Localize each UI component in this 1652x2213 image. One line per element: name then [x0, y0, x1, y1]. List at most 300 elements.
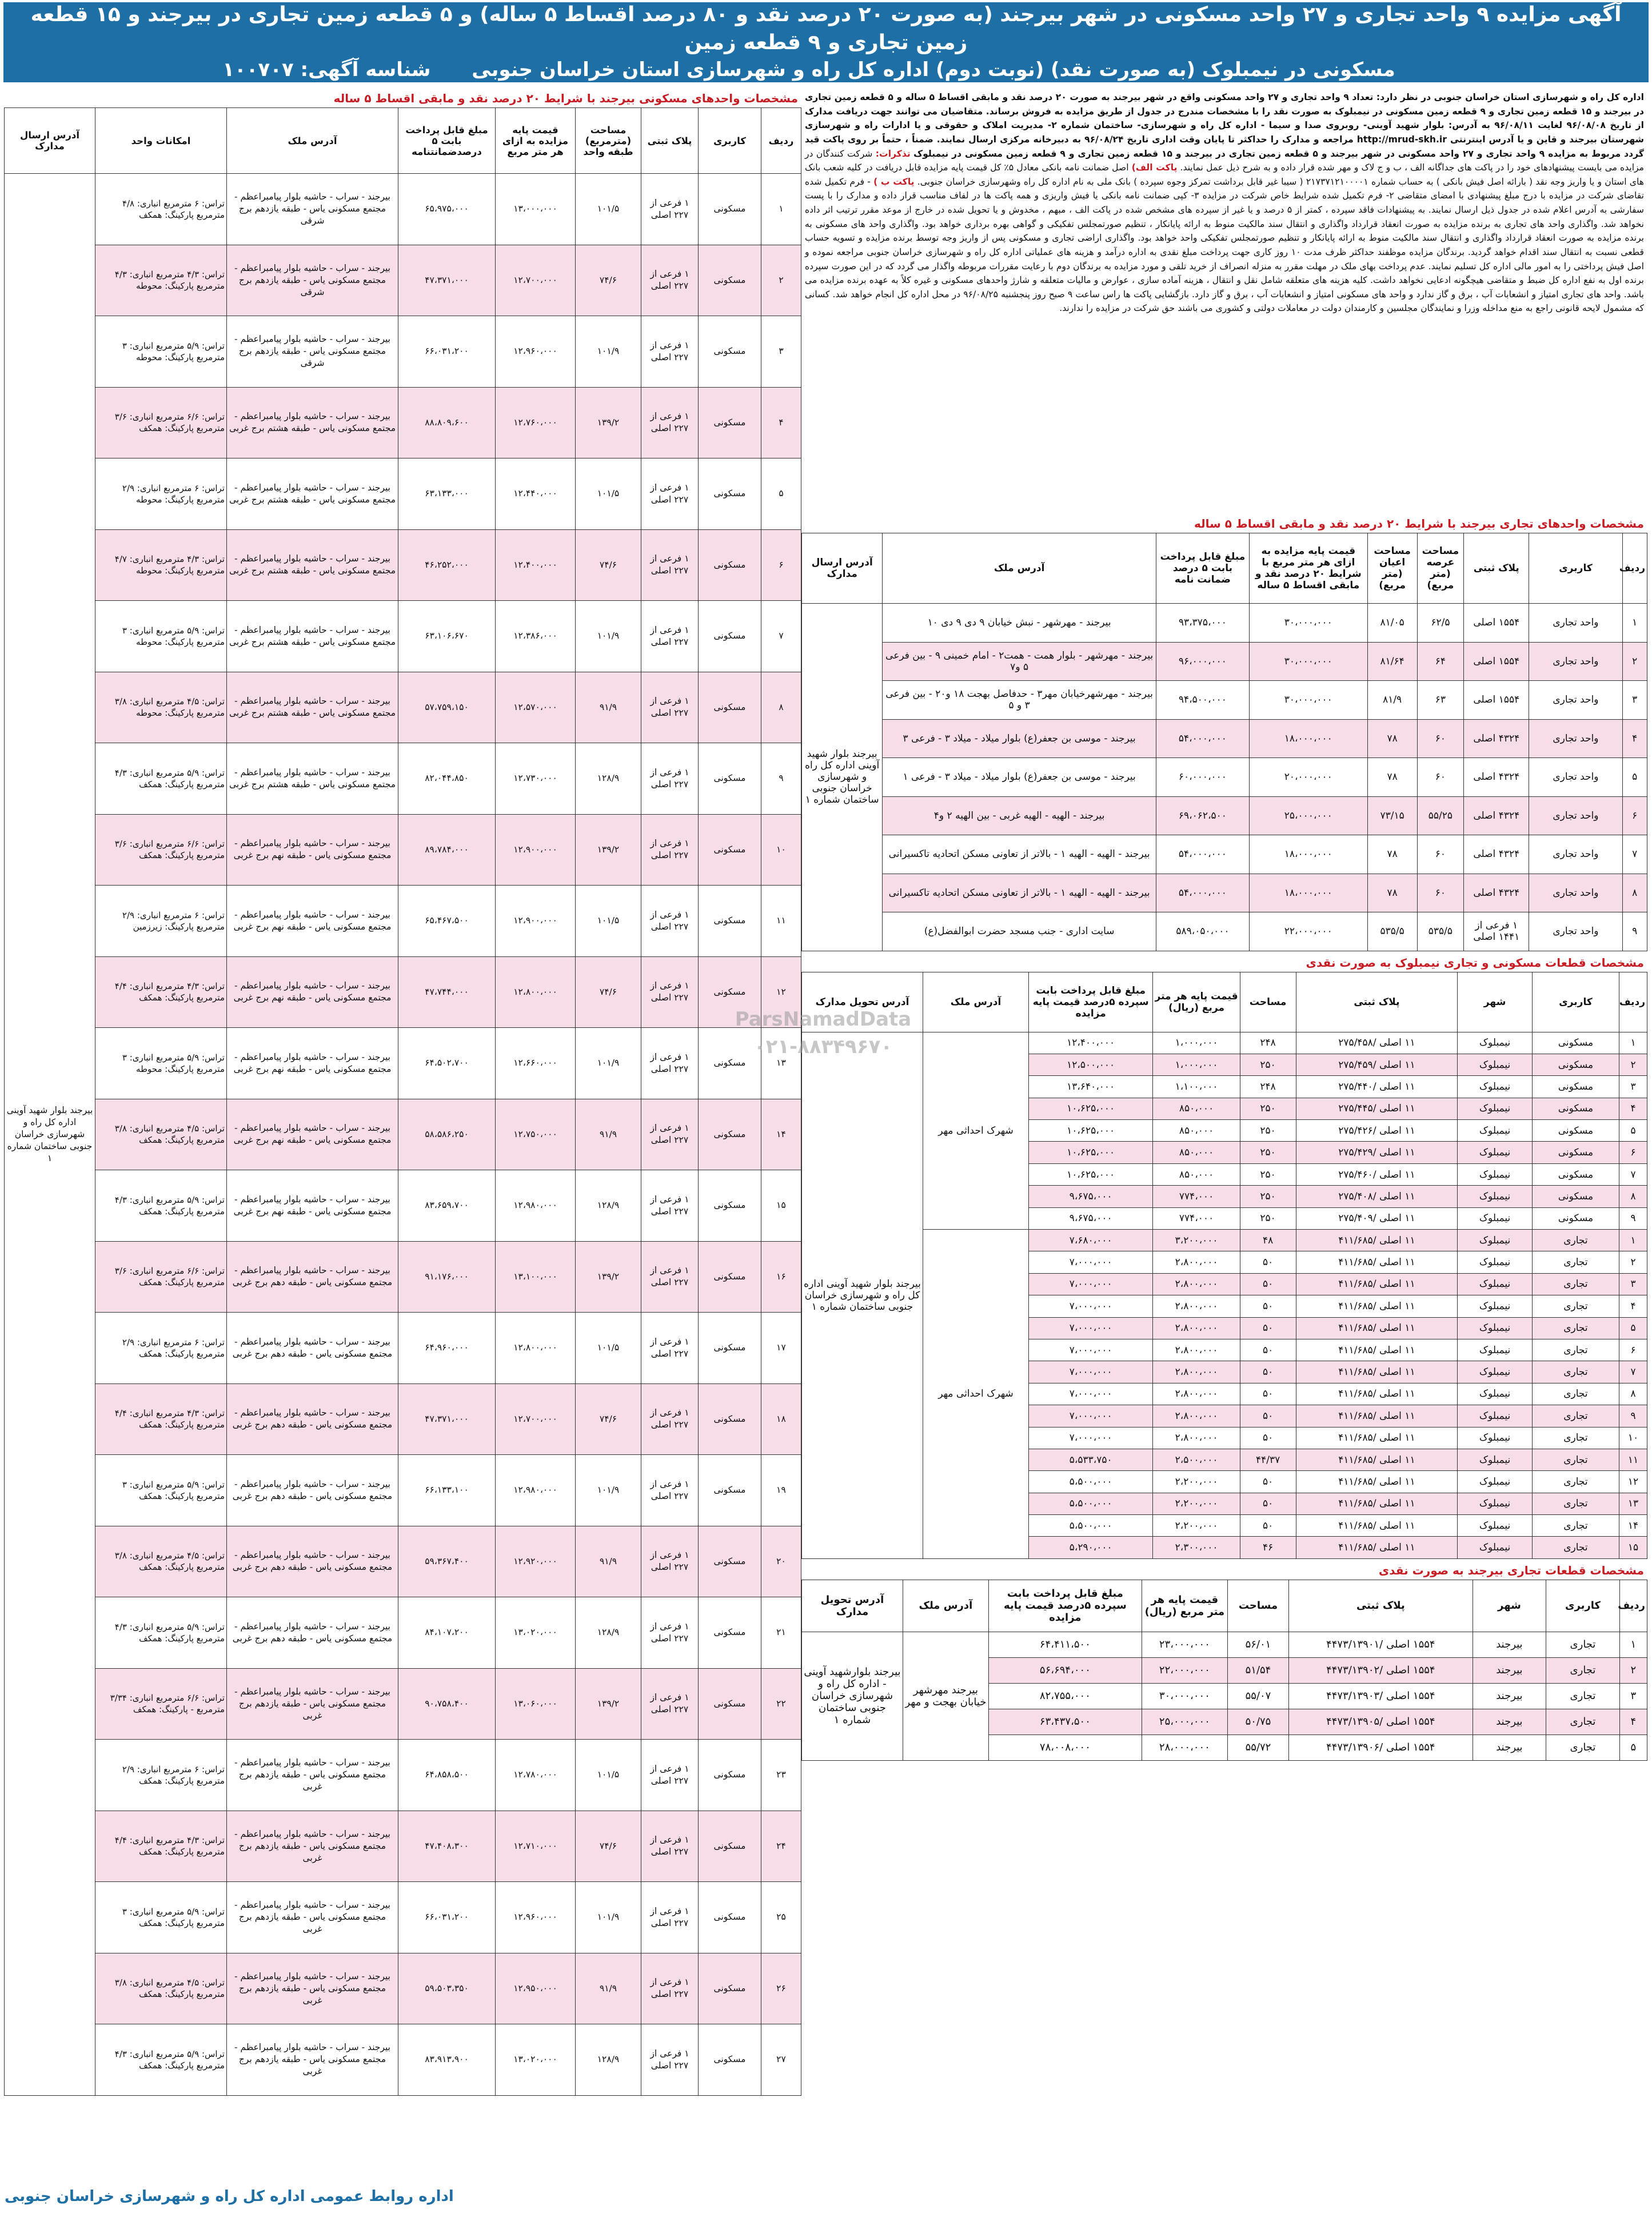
table-cell: بیرجند — [1473, 1657, 1546, 1683]
table-row — [5, 2024, 801, 2096]
table-row — [5, 1597, 801, 1669]
table-cell: ۱ فرعی از ۲۲۷ اصلی — [641, 672, 699, 743]
table-row — [802, 681, 1647, 720]
table-cell: ۱۰۱/۵ — [576, 1740, 641, 1811]
table-cell: ۲۸،۰۰۰،۰۰۰ — [1142, 1734, 1227, 1760]
table-cell: بیرجند - موسی بن جعفر(ع) بلوار میلاد - میلاد ۳ - فرعی ۳ — [883, 719, 1156, 758]
table-cell: نیمبلوک — [1458, 1427, 1533, 1449]
table-cell: ۱۳،۰۲۰،۰۰۰ — [496, 1597, 576, 1669]
table-cell: بیرجند - سراب - حاشیه بلوار پیامبراعظم - مجتمع مسکونی یاس - طبقه دهم برج غربی — [227, 1526, 398, 1597]
table-cell: ۱۳۹/۲ — [576, 1241, 641, 1313]
table-cell: مسکونی — [699, 956, 761, 1028]
table-cell: ۱ — [1619, 1230, 1647, 1251]
table-cell: بیرجند — [1473, 1709, 1546, 1734]
table-cell: ۲،۸۰۰،۰۰۰ — [1153, 1427, 1240, 1449]
table-cell: ۲،۳۰۰،۰۰۰ — [1153, 1537, 1240, 1558]
table-cell: بیرجند - سراب - حاشیه بلوار پیامبراعظم - مجتمع مسکونی یاس - طبقه نهم برج غربی — [227, 1170, 398, 1242]
table-row — [5, 1953, 801, 2024]
table-cell: ۵۰ — [1240, 1383, 1296, 1405]
table-cell: ۱ فرعی از ۲۲۷ اصلی — [641, 1028, 699, 1099]
table-cell: ۵۰ — [1240, 1273, 1296, 1295]
table-cell: ۱۵۵۴ اصلی /۴۴۷۳/۱۳۹۰۲ — [1289, 1657, 1473, 1683]
column-header: شهر — [1458, 972, 1533, 1032]
table-cell: مسکونی — [1532, 1163, 1619, 1185]
table-cell: ۱۲،۸۰۰،۰۰۰ — [496, 956, 576, 1028]
table-cell: ۱ فرعی از ۲۲۷ اصلی — [641, 814, 699, 886]
table-cell: مسکونی — [699, 1953, 761, 2024]
table-cell: ۶۲/۵ — [1417, 604, 1464, 643]
table-cell: تجاری — [1546, 1657, 1620, 1683]
table-cell: ۱۱ اصلی /۲۷۵/۴۵۹ — [1296, 1054, 1458, 1075]
table-cell: ۲۲ — [761, 1668, 801, 1740]
table-cell: تراس: ۴/۵ مترمربع انباری: ۳/۸ مترمربع پارکینگ: همکف — [95, 1099, 227, 1170]
table-row — [5, 1028, 801, 1099]
table-cell: ۳ — [761, 316, 801, 388]
table-cell: ۲ — [1622, 642, 1647, 681]
table-cell: تراس: ۶ مترمربع انباری: ۲/۹ مترمربع پارکینگ: همکف — [95, 1740, 227, 1811]
table-cell: ۱۲،۷۳۰،۰۰۰ — [496, 743, 576, 815]
table-cell: مسکونی — [699, 458, 761, 530]
table-cell: مسکونی — [699, 1028, 761, 1099]
table-cell: ۱۰۱/۵ — [576, 458, 641, 530]
table-cell: ۸ — [1619, 1383, 1647, 1405]
table-cell: مسکونی — [699, 1526, 761, 1597]
table-cell: ۱ فرعی از ۲۲۷ اصلی — [641, 1668, 699, 1740]
table-cell: ۸۱/۶۴ — [1367, 642, 1417, 681]
table-cell: مسکونی — [699, 1740, 761, 1811]
table-cell: ۱۴ — [1619, 1515, 1647, 1537]
table-row — [802, 642, 1647, 681]
table-cell: ۴ — [1622, 719, 1647, 758]
table-cell: ۷۴/۶ — [576, 1811, 641, 1882]
table-cell: ۱۲۸/۹ — [576, 2024, 641, 2096]
table-row — [5, 956, 801, 1028]
table-cell: ۵۰ — [1240, 1339, 1296, 1361]
table-cell: مسکونی — [1532, 1032, 1619, 1054]
table-cell: ۱۱ — [1619, 1449, 1647, 1470]
table-cell: ۴۳۲۴ اصلی — [1464, 874, 1529, 912]
table-row — [5, 743, 801, 815]
table-cell: مسکونی — [699, 1099, 761, 1170]
column-header: پلاک ثبتی — [1289, 1580, 1473, 1632]
table-cell: ۲۱ — [761, 1597, 801, 1669]
table-cell: ۱۲،۷۰۰،۰۰۰ — [496, 245, 576, 316]
table-cell: ۱۵ — [1619, 1537, 1647, 1558]
table-cell: ۱۱ اصلی /۴۱۱/۶۸۵ — [1296, 1427, 1458, 1449]
table-cell: ۶۴،۵۰۲،۷۰۰ — [398, 1028, 496, 1099]
table-cell: ۶۰ — [1417, 874, 1464, 912]
table-cell: مسکونی — [1532, 1142, 1619, 1163]
parsnamad-watermark — [715, 1006, 932, 1143]
table-cell: ۷،۰۰۰،۰۰۰ — [1028, 1339, 1153, 1361]
table-cell: ۱۰۱/۵ — [576, 1313, 641, 1384]
table-row — [5, 245, 801, 316]
table-row — [802, 1632, 1647, 1657]
table-cell: تجاری — [1532, 1427, 1619, 1449]
table-cell: تجاری — [1532, 1405, 1619, 1427]
table-cell: ۱۲،۹۲۰،۰۰۰ — [496, 1526, 576, 1597]
table-cell: ۱۲،۹۸۰،۰۰۰ — [496, 1455, 576, 1526]
table-row — [5, 1526, 801, 1597]
table-cell: مسکونی — [699, 245, 761, 316]
property-address-cell: شهرک احداثی مهر — [923, 1032, 1029, 1230]
table-cell: مسکونی — [1532, 1207, 1619, 1229]
column-header: قیمت پایه هر متر مربع (ریال) — [1153, 972, 1240, 1032]
table-cell: ۱۱ اصلی /۴۱۱/۶۸۵ — [1296, 1449, 1458, 1470]
table-cell: نیمبلوک — [1458, 1120, 1533, 1142]
table-cell: واحد تجاری — [1529, 604, 1622, 643]
table-cell: تراس: ۵/۹ مترمربع انباری: ۳ مترمربع پارکینگ: همکف — [95, 1455, 227, 1526]
table-cell: ۱ فرعی از ۲۲۷ اصلی — [641, 1597, 699, 1669]
table-cell: ۲۵۰ — [1240, 1098, 1296, 1119]
table-cell: ۶۰ — [1417, 758, 1464, 797]
table-cell: ۷،۶۸۰،۰۰۰ — [1028, 1230, 1153, 1251]
table-cell: ۷،۰۰۰،۰۰۰ — [1028, 1317, 1153, 1339]
table-cell: ۴۷،۴۰۸،۳۰۰ — [398, 1811, 496, 1882]
residential-units-title: مشخصات واحدهای مسکونی بیرجند با شرایط ۲۰ درصد نقد و مابقی اقساط ۵ ساله — [333, 91, 798, 105]
table-cell: ۵۰/۷۵ — [1227, 1709, 1288, 1734]
table-row — [5, 1383, 801, 1455]
table-cell: ۷،۰۰۰،۰۰۰ — [1028, 1427, 1153, 1449]
table-row — [5, 174, 801, 245]
table-cell: ۴۷،۳۷۱،۰۰۰ — [398, 1383, 496, 1455]
table-cell: ۱ فرعی از ۲۲۷ اصلی — [641, 1953, 699, 2024]
table-cell: ۱۵۵۴ اصلی /۴۴۷۳/۱۳۹۰۶ — [1289, 1734, 1473, 1760]
table-cell: ۱۵۵۴ اصلی — [1464, 642, 1529, 681]
table-cell: ۵۰ — [1240, 1493, 1296, 1514]
table-cell: تراس: ۵/۹ مترمربع انباری: ۳ مترمربع پارکینگ: محوطه — [95, 601, 227, 672]
table-cell: تجاری — [1532, 1317, 1619, 1339]
table-cell: بیرجند - سراب - حاشیه بلوار پیامبراعظم - مجتمع مسکونی یاس - طبقه هشتم برج غربی — [227, 601, 398, 672]
table-cell: ۶۹،۰۶۲،۵۰۰ — [1156, 796, 1249, 835]
table-cell: مسکونی — [699, 1597, 761, 1669]
table-cell: ۲۲،۰۰۰،۰۰۰ — [1250, 912, 1368, 951]
table-cell: تجاری — [1532, 1493, 1619, 1514]
table-cell: نیمبلوک — [1458, 1230, 1533, 1251]
table-cell: ۷۸،۰۰۸،۰۰۰ — [988, 1734, 1142, 1760]
table-cell: ۱ فرعی از ۲۲۷ اصلی — [641, 2024, 699, 2096]
table-cell: ۱۲،۷۰۰،۰۰۰ — [496, 1383, 576, 1455]
table-cell: نیمبلوک — [1458, 1098, 1533, 1119]
table-cell: ۵۴،۰۰۰،۰۰۰ — [1156, 719, 1249, 758]
table-cell: ۸۱/۰۵ — [1367, 604, 1417, 643]
table-cell: ۳ — [1622, 681, 1647, 720]
table-cell: ۱۰۱/۹ — [576, 1028, 641, 1099]
table-cell: تراس: ۴/۳ مترمربع انباری: ۴/۷ مترمربع پارکینگ: محوطه — [95, 529, 227, 601]
table-cell: واحد تجاری — [1529, 758, 1622, 797]
table-cell: ۷،۰۰۰،۰۰۰ — [1028, 1383, 1153, 1405]
table-cell: ۷۸ — [1367, 835, 1417, 874]
table-cell: ۵،۲۹۰،۰۰۰ — [1028, 1537, 1153, 1558]
table-cell: نیمبلوک — [1458, 1405, 1533, 1427]
table-cell: ۵۵/۲۵ — [1417, 796, 1464, 835]
table-cell: ۱۲،۶۶۰،۰۰۰ — [496, 1028, 576, 1099]
table-cell: ۱ — [1622, 604, 1647, 643]
table-cell: بیرجند - سراب - حاشیه بلوار پیامبراعظم - مجتمع مسکونی یاس - طبقه دهم برج غربی — [227, 1241, 398, 1313]
table-cell: ۱ فرعی از ۲۲۷ اصلی — [641, 174, 699, 245]
table-cell: ۱۸ — [761, 1383, 801, 1455]
table-cell: ۹۱/۹ — [576, 1953, 641, 2024]
table-cell: ۱۲،۷۵۰،۰۰۰ — [496, 1099, 576, 1170]
table-cell: نیمبلوک — [1458, 1142, 1533, 1163]
table-cell: ۱ فرعی از ۲۲۷ اصلی — [641, 1811, 699, 1882]
table-cell: ۵۰ — [1240, 1405, 1296, 1427]
table-cell: ۱۳ — [761, 1028, 801, 1099]
table-cell: ۱ فرعی از ۲۲۷ اصلی — [641, 1241, 699, 1313]
table-cell: ۲۴۸ — [1240, 1076, 1296, 1098]
table-row — [802, 874, 1647, 912]
table-cell: ۵۰ — [1240, 1427, 1296, 1449]
table-cell: ۳۰،۰۰۰،۰۰۰ — [1250, 604, 1368, 643]
table-cell: ۱۰۱/۹ — [576, 1882, 641, 1953]
table-cell: ۱۸،۰۰۰،۰۰۰ — [1250, 874, 1368, 912]
table-row — [5, 1099, 801, 1170]
table-cell: ۱۶ — [761, 1241, 801, 1313]
table-cell: ۱۱ اصلی /۲۷۵/۴۵۸ — [1296, 1032, 1458, 1054]
table-cell: ۱۱ اصلی /۴۱۱/۶۸۵ — [1296, 1493, 1458, 1514]
table-cell: مسکونی — [1532, 1054, 1619, 1075]
table-cell: مسکونی — [699, 1455, 761, 1526]
table-row — [5, 1170, 801, 1242]
table-cell: نیمبلوک — [1458, 1339, 1533, 1361]
table-cell: ۲۵،۰۰۰،۰۰۰ — [1250, 796, 1368, 835]
table-cell: ۲۶ — [761, 1953, 801, 2024]
table-cell: ۵۰ — [1240, 1471, 1296, 1493]
table-cell: ۲ — [1619, 1054, 1647, 1075]
table-cell: ۳۰،۰۰۰،۰۰۰ — [1250, 681, 1368, 720]
right-column — [801, 87, 1647, 1761]
table-cell: ۱۲،۹۶۰،۰۰۰ — [496, 316, 576, 388]
table-cell: ۹،۶۷۵،۰۰۰ — [1028, 1207, 1153, 1229]
table-cell: مسکونی — [699, 1882, 761, 1953]
commercial-units-header-row — [802, 533, 1647, 604]
table-row — [802, 719, 1647, 758]
table-cell: نیمبلوک — [1458, 1032, 1533, 1054]
table-cell: ۵۰ — [1240, 1361, 1296, 1383]
table-cell: ۹۱/۹ — [576, 672, 641, 743]
table-cell: ۶۳،۱۳۳،۰۰۰ — [398, 458, 496, 530]
table-cell: ۱۰۱/۹ — [576, 1455, 641, 1526]
table-cell: ۱۱ اصلی /۴۱۱/۶۸۵ — [1296, 1295, 1458, 1317]
table-cell: ۹ — [761, 743, 801, 815]
table-cell: تراس: ۵/۹ مترمربع انباری: ۴/۳ مترمربع پارکینگ: همکف — [95, 743, 227, 815]
table-cell: ۵ — [1622, 758, 1647, 797]
table-cell: ۹۴،۵۰۰،۰۰۰ — [1156, 681, 1249, 720]
table-cell: تجاری — [1532, 1471, 1619, 1493]
table-cell: ۲،۲۰۰،۰۰۰ — [1153, 1515, 1240, 1537]
table-cell: ۸ — [761, 672, 801, 743]
table-cell: ۱۲،۹۰۰،۰۰۰ — [496, 814, 576, 886]
table-cell: ۶۶،۱۳۳،۱۰۰ — [398, 1455, 496, 1526]
table-cell: ۱ فرعی از ۲۲۷ اصلی — [641, 1882, 699, 1953]
birjand-lands-title: مشخصات قطعات تجاری بیرجند به صورت نقدی — [1378, 1563, 1644, 1577]
table-cell: بیرجند - مهرشهرخیابان مهر۳ - حدفاصل بهجت ۱۸ و۲۰ - بین فرعی ۳ و ۵ — [883, 681, 1156, 720]
table-cell: مسکونی — [699, 2024, 761, 2096]
table-cell: ۶۰ — [1417, 719, 1464, 758]
table-cell: ۷ — [1622, 835, 1647, 874]
table-cell: ۵۹،۳۶۷،۴۰۰ — [398, 1526, 496, 1597]
table-cell: ۵،۵۰۰،۰۰۰ — [1028, 1515, 1153, 1537]
table-cell: تراس: ۵/۹ مترمربع انباری: ۴/۳ مترمربع پارکینگ: همکف — [95, 2024, 227, 2096]
table-cell: ۱۱ اصلی /۴۱۱/۶۸۵ — [1296, 1230, 1458, 1251]
table-cell: ۲۳ — [761, 1740, 801, 1811]
table-cell: تراس: ۴/۵ مترمربع انباری: ۳/۸ مترمربع پارکینگ: همکف — [95, 1526, 227, 1597]
table-cell: ۲،۸۰۰،۰۰۰ — [1153, 1317, 1240, 1339]
table-cell: ۷۸ — [1367, 874, 1417, 912]
table-cell: ۱۱ اصلی /۴۱۱/۶۸۵ — [1296, 1361, 1458, 1383]
table-cell: ۷،۰۰۰،۰۰۰ — [1028, 1361, 1153, 1383]
table-cell: تراس: ۴/۳ مترمربع انباری: ۴/۳ مترمربع پارکینگ: محوطه — [95, 245, 227, 316]
table-cell: بیرجند - سراب - حاشیه بلوار پیامبراعظم - مجتمع مسکونی یاس - طبقه نهم برج غربی — [227, 886, 398, 957]
table-cell: ۱ — [1619, 1632, 1647, 1657]
table-cell: بیرجند - سراب - حاشیه بلوار پیامبراعظم - مجتمع مسکونی یاس - طبقه یازدهم برج غربی — [227, 1953, 398, 2024]
table-cell: ۴۴/۳۷ — [1240, 1449, 1296, 1470]
table-cell: نیمبلوک — [1458, 1317, 1533, 1339]
table-cell: نیمبلوک — [1458, 1449, 1533, 1470]
table-cell: ۱،۱۰۰،۰۰۰ — [1153, 1076, 1240, 1098]
table-cell: نیمبلوک — [1458, 1295, 1533, 1317]
table-row — [5, 601, 801, 672]
table-cell: ۱۱ اصلی /۲۷۵/۴۴۰ — [1296, 1076, 1458, 1098]
residential-units-table — [4, 107, 801, 2096]
column-header: مساحت — [1227, 1580, 1288, 1632]
table-cell: نیمبلوک — [1458, 1361, 1533, 1383]
table-cell: تراس: ۶ مترمربع انباری: ۴/۸ مترمربع پارکینگ: همکف — [95, 174, 227, 245]
table-cell: ۷،۰۰۰،۰۰۰ — [1028, 1295, 1153, 1317]
column-header: آدرس ارسال مدارک — [802, 533, 883, 604]
column-header: ردیف — [1619, 972, 1647, 1032]
table-cell: ۱۱ اصلی /۴۱۱/۶۸۵ — [1296, 1471, 1458, 1493]
table-cell: ۴ — [1619, 1098, 1647, 1119]
table-cell: مسکونی — [1532, 1076, 1619, 1098]
table-cell: بیرجند - سراب - حاشیه بلوار پیامبراعظم - مجتمع مسکونی یاس - طبقه یازدهم برج غربی — [227, 1740, 398, 1811]
table-cell: ۲۵ — [761, 1882, 801, 1953]
table-cell: ۴۸ — [1240, 1230, 1296, 1251]
table-cell: ۸۹،۷۸۴،۰۰۰ — [398, 814, 496, 886]
table-cell: ۸۴،۱۰۷،۲۰۰ — [398, 1597, 496, 1669]
table-cell: ۸۸،۸۰۹،۶۰۰ — [398, 387, 496, 458]
table-row — [5, 1241, 801, 1313]
table-cell: ۴۳۲۴ اصلی — [1464, 835, 1529, 874]
table-cell: ۶۰،۰۰۰،۰۰۰ — [1156, 758, 1249, 797]
table-cell: ۱ — [1619, 1032, 1647, 1054]
table-cell: ۱ فرعی از ۲۲۷ اصلی — [641, 387, 699, 458]
table-cell: تراس: ۵/۹ مترمربع انباری: ۳ مترمربع پارکینگ: محوطه — [95, 1028, 227, 1099]
table-cell: ۵۷،۷۵۹،۱۵۰ — [398, 672, 496, 743]
table-cell: ۷۸ — [1367, 719, 1417, 758]
column-header: مبلغ قابل پرداخت بابت ۵ درصد ضمانت نامه — [1156, 533, 1249, 604]
table-cell: ۱۳،۶۴۰،۰۰۰ — [1028, 1076, 1153, 1098]
table-cell: ۱۳ — [1619, 1493, 1647, 1514]
table-cell: ۱ فرعی از ۱۴۴۱ اصلی — [1464, 912, 1529, 951]
column-header: مبلغ قابل پرداخت بابت سپرده ۵درصد قیمت پایه مزایده — [1028, 972, 1153, 1032]
table-cell: ۱۳۹/۲ — [576, 814, 641, 886]
table-cell: واحد تجاری — [1529, 681, 1622, 720]
table-cell: مسکونی — [1532, 1186, 1619, 1207]
table-cell: تجاری — [1532, 1230, 1619, 1251]
table-cell: ۴ — [761, 387, 801, 458]
table-cell: بیرجند — [1473, 1632, 1546, 1657]
table-cell: تراس: ۶ مترمربع انباری: ۲/۹ مترمربع پارکینگ: محوطه — [95, 458, 227, 530]
table-cell: ۷۳/۱۵ — [1367, 796, 1417, 835]
table-cell: واحد تجاری — [1529, 912, 1622, 951]
column-header: پلاک ثبتی — [1464, 533, 1529, 604]
table-row — [5, 672, 801, 743]
table-cell: بیرجند - سراب - حاشیه بلوار پیامبراعظم - مجتمع مسکونی یاس - طبقه نهم برج غربی — [227, 956, 398, 1028]
tadkirat-label: تذکرات: — [875, 148, 911, 159]
column-header: قیمت پایه هر متر مربع (ریال) — [1142, 1580, 1227, 1632]
table-cell: ۶۵،۹۷۵،۰۰۰ — [398, 174, 496, 245]
table-cell: ۳۰،۰۰۰،۰۰۰ — [1250, 642, 1368, 681]
table-cell: تجاری — [1546, 1709, 1620, 1734]
table-cell: ۱۱ اصلی /۲۷۵/۴۰۹ — [1296, 1207, 1458, 1229]
table-row — [5, 886, 801, 957]
table-cell: بیرجند - سراب - حاشیه بلوار پیامبراعظم - مجتمع مسکونی یاس - طبقه دهم برج غربی — [227, 1597, 398, 1669]
table-cell: ۱۵۵۴ اصلی — [1464, 681, 1529, 720]
table-cell: ۱ فرعی از ۲۲۷ اصلی — [641, 529, 699, 601]
table-row — [5, 1882, 801, 1953]
table-cell: ۸ — [1619, 1186, 1647, 1207]
table-cell: ۵۹،۵۰۳،۳۵۰ — [398, 1953, 496, 2024]
table-cell: ۲۵۰ — [1240, 1120, 1296, 1142]
table-cell: بیرجند - سراب - حاشیه بلوار پیامبراعظم - مجتمع مسکونی یاس - طبقه هشتم برج غربی — [227, 529, 398, 601]
table-cell: ۱۲،۴۰۰،۰۰۰ — [496, 529, 576, 601]
table-cell: ۷،۰۰۰،۰۰۰ — [1028, 1273, 1153, 1295]
table-cell: ۱۸،۰۰۰،۰۰۰ — [1250, 719, 1368, 758]
table-cell: ۵ — [1619, 1734, 1647, 1760]
table-cell: ۱۰،۶۲۵،۰۰۰ — [1028, 1120, 1153, 1142]
table-cell: ۷۴/۶ — [576, 529, 641, 601]
table-cell: ۵ — [761, 458, 801, 530]
table-cell: ۸۳،۹۱۳،۹۰۰ — [398, 2024, 496, 2096]
send-address-cell: بیرجند بلوار شهید آوینی اداره کل راه و شهرسازی خراسان جنوبی ساختمان شماره ۱ — [802, 604, 883, 951]
intro-paragraph-2: شرکت کنندگان در مزایده می بایست پیشنهادهای خود را در پاکت های جداگانه الف ، ب و ج لاک و مهر شده قرار داده و به شرح ذیل عمل نمایند. — [805, 148, 1645, 173]
table-cell: ۵۴،۰۰۰،۰۰۰ — [1156, 835, 1249, 874]
column-header: مساحت (مترمربع) طبقه واحد — [576, 108, 641, 174]
column-header: ردیف — [1622, 533, 1647, 604]
table-cell: ۱۱ اصلی /۴۱۱/۶۸۵ — [1296, 1515, 1458, 1537]
table-cell: ۹۱/۹ — [576, 1526, 641, 1597]
table-cell: ۱۲ — [1619, 1471, 1647, 1493]
table-cell: ۳،۲۰۰،۰۰۰ — [1153, 1230, 1240, 1251]
table-cell: واحد تجاری — [1529, 796, 1622, 835]
table-cell: ۵ — [1619, 1317, 1647, 1339]
column-header: مساحت عرصه (متر مربع) — [1417, 533, 1464, 604]
table-row — [5, 529, 801, 601]
table-cell: ۳۰،۰۰۰،۰۰۰ — [1142, 1683, 1227, 1709]
table-cell: ۱۳۹/۲ — [576, 387, 641, 458]
table-cell: تجاری — [1546, 1734, 1620, 1760]
table-cell: ۲ — [1619, 1251, 1647, 1273]
table-cell: ۷۴/۶ — [576, 245, 641, 316]
column-header: آدرس ملک — [923, 972, 1029, 1032]
table-row — [5, 387, 801, 458]
table-cell: بیرجند - موسی بن جعفر(ع) بلوار میلاد - میلاد ۳ - فرعی ۱ — [883, 758, 1156, 797]
table-cell: مسکونی — [699, 1170, 761, 1242]
table-cell: بیرجند - سراب - حاشیه بلوار پیامبراعظم - مجتمع مسکونی یاس - طبقه یازدهم برج شرقی — [227, 245, 398, 316]
table-cell: تراس: ۵/۹ مترمربع انباری: ۳ مترمربع پارکینگ: محوطه — [95, 316, 227, 388]
table-cell: ۵۳۵/۵ — [1367, 912, 1417, 951]
table-cell: ۲۵۰ — [1240, 1163, 1296, 1185]
column-header: مبلغ قابل پرداخت بابت سپرده ۵درصد قیمت پایه مزایده — [988, 1580, 1142, 1632]
table-row — [5, 1740, 801, 1811]
column-header: آدرس ملک — [883, 533, 1156, 604]
table-cell: ۲،۸۰۰،۰۰۰ — [1153, 1273, 1240, 1295]
table-cell: ۱۱ اصلی /۲۷۵/۴۶۰ — [1296, 1163, 1458, 1185]
table-cell: ۴۷،۷۴۴،۰۰۰ — [398, 956, 496, 1028]
table-cell: ۱ فرعی از ۲۲۷ اصلی — [641, 956, 699, 1028]
notice-header — [3, 2, 1649, 82]
